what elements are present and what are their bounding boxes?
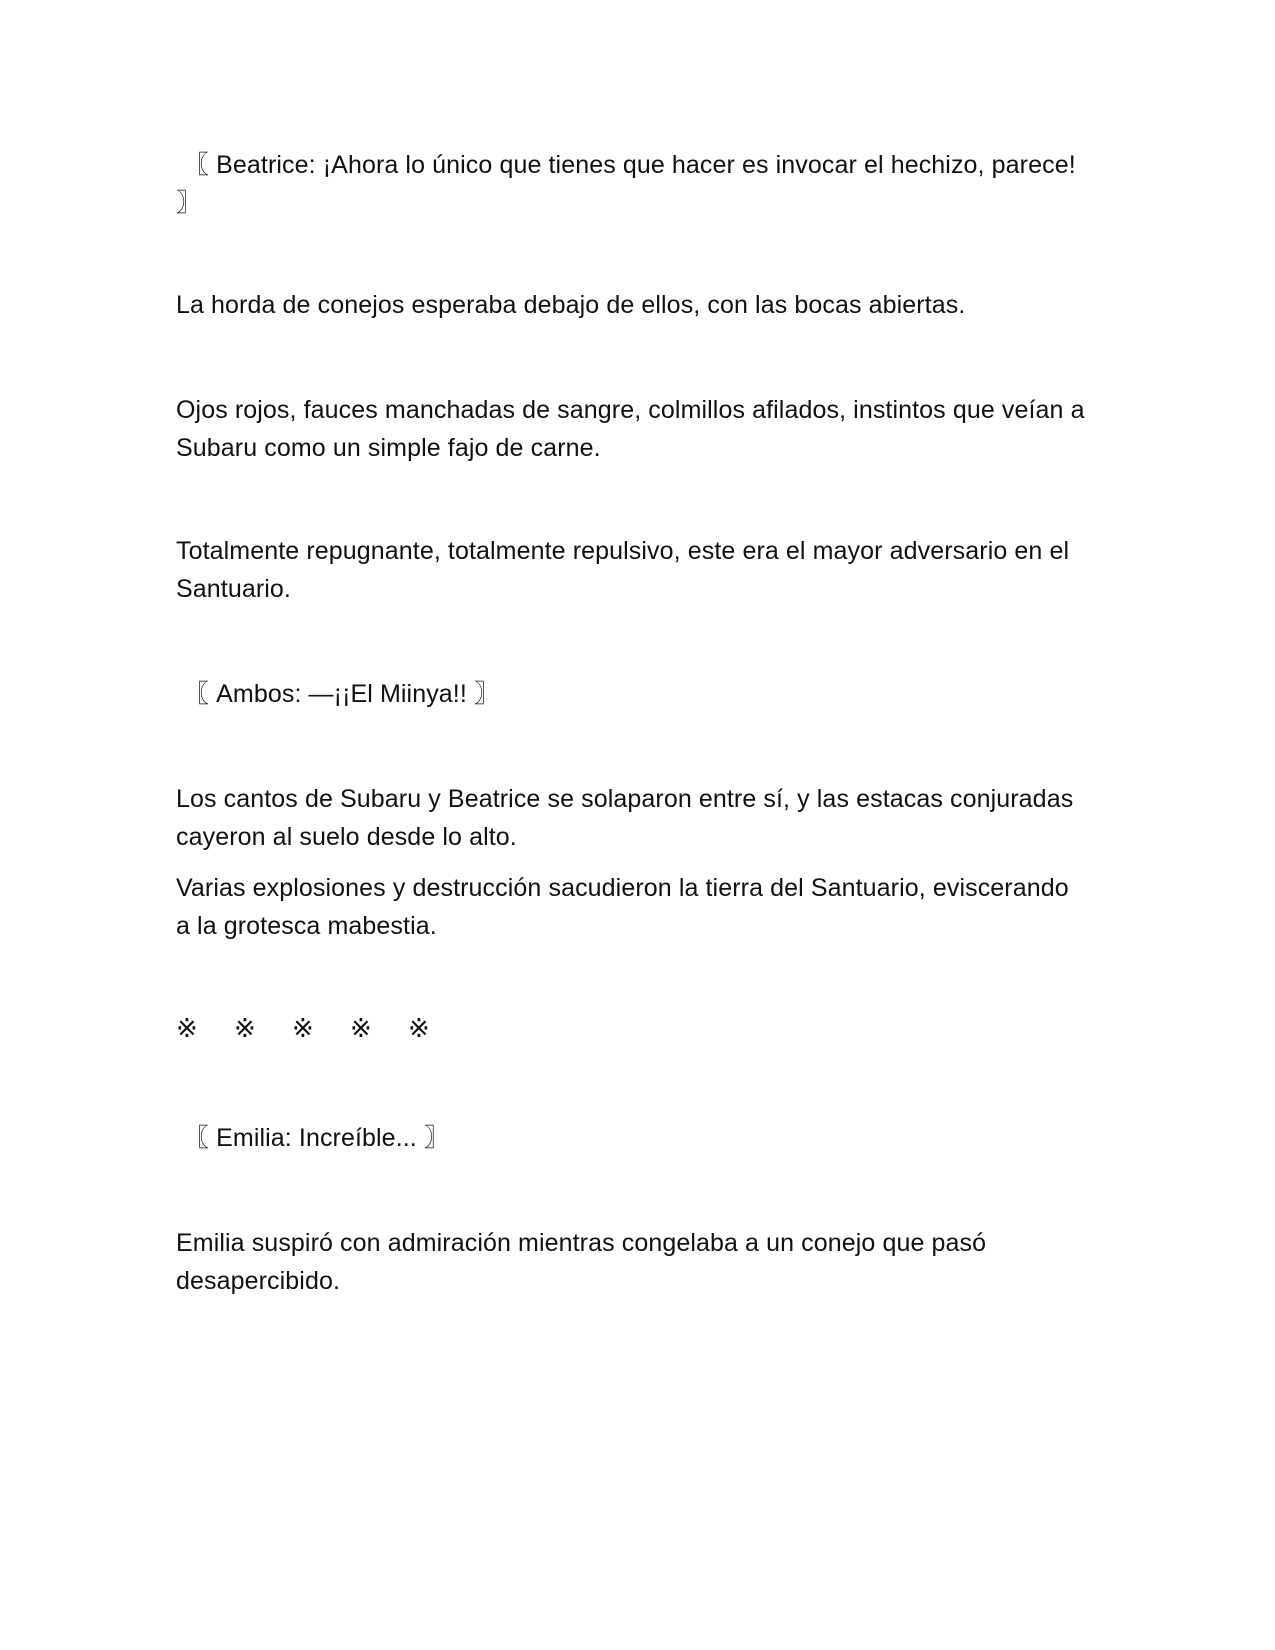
separator-mark: ※ (176, 1014, 198, 1044)
paragraph-greatest-adversary: Totalmente repugnante, totalmente repulsivo, este era el mayor adversario en el Santuario. (176, 537, 1070, 603)
separator-mark: ※ (292, 1014, 314, 1044)
paragraph-emilia-sighs: Emilia suspiró con admiración mientras congelaba a un conejo que pasó desapercibido. (176, 1229, 987, 1295)
separator-mark: ※ (350, 1014, 372, 1044)
dialogue-both: 〖 Ambos: —¡¡El Miinya!! 〗 (184, 680, 500, 708)
paragraph-explosions: Varias explosiones y destrucción sacudieron la tierra del Santuario, eviscerando a la grotesca mabestia. (176, 874, 1069, 940)
separator-mark: ※ (408, 1014, 430, 1044)
scene-separator (176, 1010, 466, 1048)
separator-mark: ※ (234, 1014, 256, 1044)
dialogue-beatrice: 〖 Beatrice: ¡Ahora lo único que tienes que hacer es invocar el hechizo, parece! 〗 (176, 151, 1076, 217)
paragraph-chants: Los cantos de Subaru y Beatrice se solaparon entre sí, y las estacas conjuradas cayeron al suelo desde lo alto. (176, 785, 1074, 851)
paragraph-rabbit-horde: La horda de conejos esperaba debajo de ellos, con las bocas abiertas. (176, 291, 966, 319)
dialogue-emilia: 〖 Emilia: Increíble... 〗 (184, 1124, 449, 1152)
paragraph-red-eyes: Ojos rojos, fauces manchadas de sangre, colmillos afilados, instintos que veían a Subaru como un simple fajo de carne. (176, 396, 1085, 462)
